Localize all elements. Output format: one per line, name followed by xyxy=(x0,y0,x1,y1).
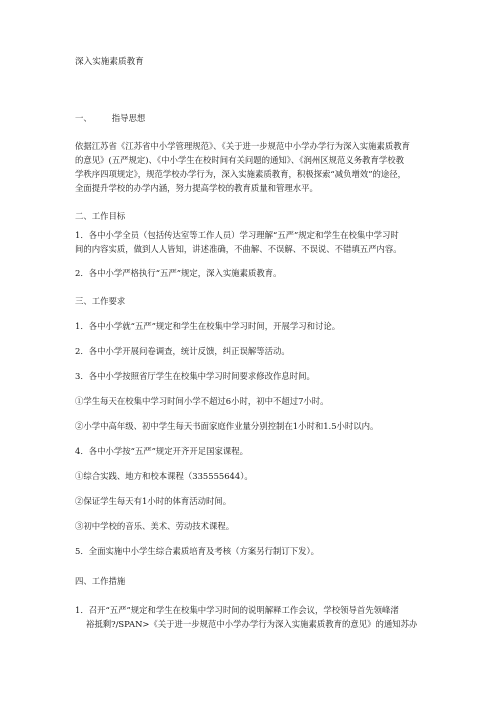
paragraph-line: 1．召开“五严”规定和学生在校集中学习时间的说明解释工作会议，学校领导首先领峰渚 xyxy=(75,605,399,615)
paragraph-line: 裕抵剩?/SPAN>《关于进一步规范中小学办学行为深入实施素质教育的意见》的通知苏办 xyxy=(86,619,418,629)
list-item: ①综合实践、地方和校本课程（335555644）。 xyxy=(75,471,253,481)
document-title: 深入实施素质教育 xyxy=(75,57,144,67)
paragraph-line: 依据江苏省《江苏省中小学管理规范》、《关于进一步规范中小学办学行为深入实施素质教育 xyxy=(75,141,410,151)
section-2-heading: 二、工作目标 xyxy=(75,211,126,221)
section-1-title: 指导思想 xyxy=(111,113,146,123)
list-item: ②保证学生每天有1小时的体育活动时间。 xyxy=(75,496,232,506)
paragraph-line: 间的内容实质，做到人人皆知，讲述准确，不曲解、不误解、不误说、不错填五严内容。 xyxy=(75,244,402,254)
list-item: 3．各中小学按照省厅学生在校集中学习时间要求修改作息时间。 xyxy=(75,371,315,381)
list-item: 2．各中小学严格执行“五严”规定，深入实施素质教育。 xyxy=(75,268,282,278)
section-4-heading: 四、工作措施 xyxy=(75,576,126,586)
section-1-number: 一、 xyxy=(75,113,92,123)
list-item: ③初中学校的音乐、美术、劳动技术课程。 xyxy=(75,521,235,531)
list-item: 4．各中小学按“五严”规定开齐开足国家课程。 xyxy=(75,446,249,456)
section-1-heading xyxy=(75,111,431,125)
section-3-heading: 三、工作要求 xyxy=(75,296,126,306)
paragraph-line: 1．各中小学全员（包括传达室等工作人员）学习理解“五严”规定和学生在校集中学习时 xyxy=(75,230,399,240)
list-item: 5．全面实施中小学生综合素质培育及考核（方案另行制订下发）。 xyxy=(75,546,320,556)
paragraph-line: 全面提升学校的办学内涵，努力提高学校的教育质量和管理水平。 xyxy=(75,183,318,193)
list-item: 2．各中小学开展问卷调查，统计反馈，纠正误解等活动。 xyxy=(75,346,290,356)
paragraph-line: 的意见》(五严规定)、《中小学生在校时间有关问题的通知》、《润州区规范义务教育学校教 xyxy=(75,155,404,165)
list-item: ①学生每天在校集中学习时间小学不超过6小时，初中不超过7小时。 xyxy=(75,396,329,406)
list-item: ②小学中高年级、初中学生每天书面家庭作业量分别控制在1小时和1.5小时以内。 xyxy=(75,421,379,431)
list-item: 1．各中小学就“五严”规定和学生在校集中学习时间，开展学习和讨论。 xyxy=(75,321,341,331)
paragraph-line: 学秩序四项规定》，规范学校办学行为，深入实施素质教育，积极探索“减负增效”的途径， xyxy=(75,169,406,179)
